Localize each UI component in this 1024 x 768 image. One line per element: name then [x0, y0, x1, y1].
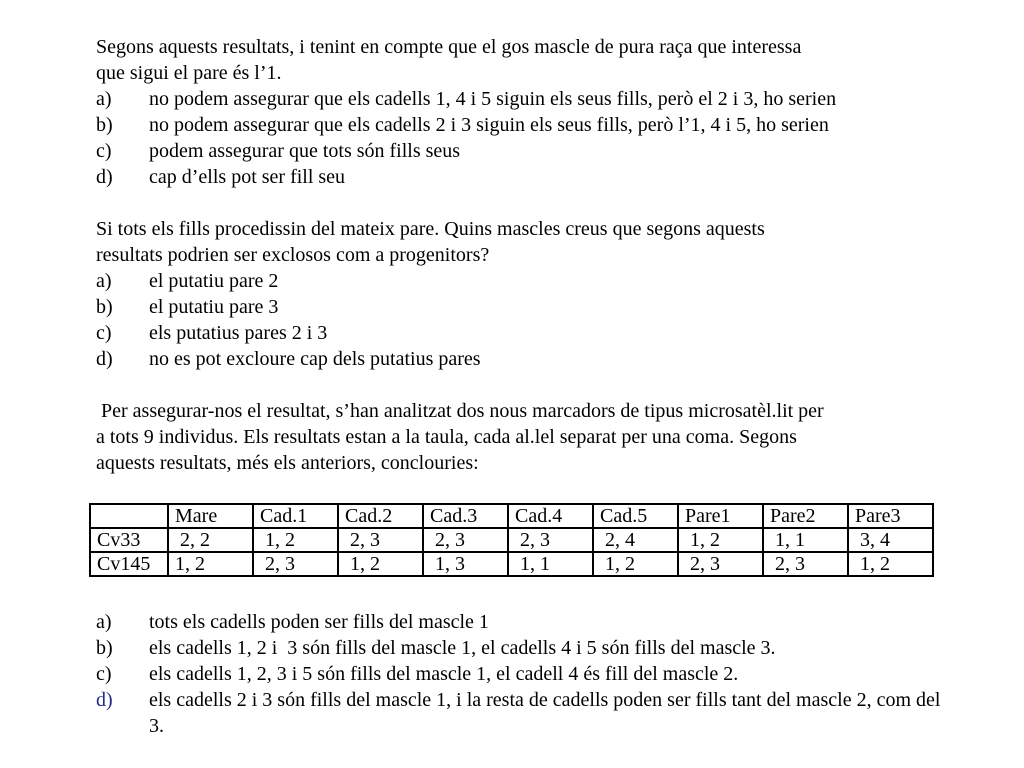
table-cell: 2, 3: [763, 552, 848, 576]
table-cell: 2, 3: [508, 528, 593, 552]
table-header-cell: Pare3: [848, 504, 933, 528]
option-letter: a): [96, 88, 112, 110]
option-letter: b): [96, 637, 113, 659]
question-2-option-c: [96, 320, 946, 346]
option-text: no podem assegurar que els cadells 1, 4 i 5 siguin els seus fills, però el 2 i 3, ho serien: [149, 88, 837, 110]
option-letter: b): [96, 296, 113, 318]
table-cell: 2, 3: [253, 552, 338, 576]
question-3-option-d: [96, 687, 946, 739]
option-text: no podem assegurar que els cadells 2 i 3 siguin els seus fills, però l’1, 4 i 5, ho serien: [149, 114, 829, 136]
question-1: [96, 34, 946, 190]
option-text: el putatiu pare 3: [149, 296, 279, 318]
option-letter: c): [96, 663, 112, 685]
table-cell: 2, 3: [678, 552, 763, 576]
option-text: els cadells 1, 2 i 3 són fills del mascle 1, el cadells 4 i 5 són fills del mascle 3.: [149, 637, 776, 659]
question-3-option-c: [96, 661, 946, 687]
question-3: [96, 398, 946, 476]
option-text: els cadells 1, 2, 3 i 5 són fills del mascle 1, el cadell 4 és fill del mascle 2.: [149, 663, 739, 685]
option-letter: d): [96, 348, 113, 370]
table-cell: Cv33: [90, 528, 168, 552]
option-letter: a): [96, 270, 112, 292]
question-2-option-d: [96, 346, 946, 372]
option-letter: c): [96, 140, 112, 162]
table-header-row: [90, 504, 933, 528]
question-2-option-b: [96, 294, 946, 320]
question-1-option-d: [96, 164, 946, 190]
table-header-cell: Cad.2: [338, 504, 423, 528]
question-1-option-b: [96, 112, 946, 138]
option-text: els cadells 2 i 3 són fills del mascle 1, i la resta de cadells poden ser fills tant del mascle 2, com del 3.: [149, 689, 941, 737]
question-2: [96, 216, 946, 372]
question-3-intro-line-3: aquests resultats, més els anteriors, conclouries:: [96, 452, 479, 474]
table-cell: 1, 2: [168, 552, 253, 576]
option-text: els putatius pares 2 i 3: [149, 322, 328, 344]
question-2-intro-line-1: Si tots els fills procedissin del mateix pare. Quins mascles creus que segons aquests: [96, 218, 765, 240]
table-cell: 1, 2: [848, 552, 933, 576]
question-3-options: [96, 609, 946, 739]
table-header-cell: [90, 504, 168, 528]
question-3-option-b: [96, 635, 946, 661]
marker-results-table: [89, 503, 934, 577]
question-3-intro-line-1: Per assegurar-nos el resultat, s’han analitzat dos nous marcadors de tipus microsatèl.lit per: [96, 400, 824, 422]
option-text: cap d’ells pot ser fill seu: [149, 166, 346, 188]
table-header-cell: Cad.1: [253, 504, 338, 528]
option-text: podem assegurar que tots són fills seus: [149, 140, 461, 162]
table-cell: 1, 2: [338, 552, 423, 576]
table-cell: 1, 1: [763, 528, 848, 552]
table-cell: 2, 2: [168, 528, 253, 552]
question-1-intro-line-1: Segons aquests resultats, i tenint en compte que el gos mascle de pura raça que interessa: [96, 36, 802, 58]
table-cell: 2, 4: [593, 528, 678, 552]
question-2-intro-line-2: resultats podrien ser exclosos com a progenitors?: [96, 244, 490, 266]
option-text: el putatiu pare 2: [149, 270, 279, 292]
table-cell: 2, 3: [338, 528, 423, 552]
option-letter: b): [96, 114, 113, 136]
table-cell: 1, 2: [593, 552, 678, 576]
table-row: [90, 552, 933, 576]
table-header-cell: Cad.3: [423, 504, 508, 528]
table-cell: 1, 3: [423, 552, 508, 576]
option-letter: a): [96, 611, 112, 633]
table-cell: 1, 1: [508, 552, 593, 576]
question-2-option-a: [96, 268, 946, 294]
table-header-cell: Pare2: [763, 504, 848, 528]
option-text: no es pot excloure cap dels putatius pares: [149, 348, 481, 370]
option-letter-highlighted: d): [96, 689, 113, 711]
option-letter: c): [96, 322, 112, 344]
table-cell: Cv145: [90, 552, 168, 576]
option-letter: d): [96, 166, 113, 188]
table-header-cell: Cad.4: [508, 504, 593, 528]
table-header-cell: Cad.5: [593, 504, 678, 528]
question-3-intro-line-2: a tots 9 individus. Els resultats estan a la taula, cada al.lel separat per una coma. Segons: [96, 426, 797, 448]
question-1-option-a: [96, 86, 946, 112]
question-3-option-a: [96, 609, 946, 635]
table-header-cell: Pare1: [678, 504, 763, 528]
table-cell: 1, 2: [678, 528, 763, 552]
table-header-cell: Mare: [168, 504, 253, 528]
table-cell: 1, 2: [253, 528, 338, 552]
option-text: tots els cadells poden ser fills del mascle 1: [149, 611, 489, 633]
table-cell: 2, 3: [423, 528, 508, 552]
question-1-intro-line-2: que sigui el pare és l’1.: [96, 62, 282, 84]
table-row: [90, 528, 933, 552]
table-cell: 3, 4: [848, 528, 933, 552]
question-1-option-c: [96, 138, 946, 164]
